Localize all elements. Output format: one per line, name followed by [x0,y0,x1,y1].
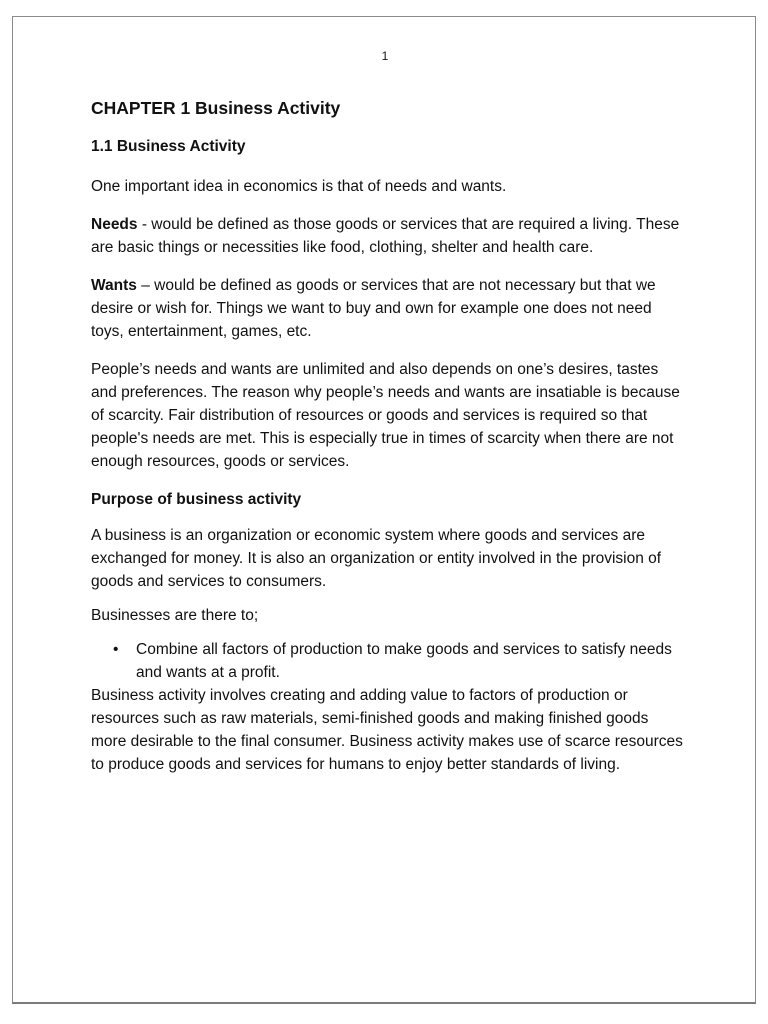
document-page [12,16,756,1004]
purpose-list [91,638,687,684]
page-number: 1 [381,49,389,63]
needs-definition: - would be defined as those goods or services that are required a living. These are basic things or necessities like food, clothing, shelter and health care. [91,216,680,256]
bullet-icon: • [113,641,119,658]
needs-paragraph [91,213,687,259]
business-definition-paragraph: A business is an organization or economic system where goods and services are exchanged for money. It is also an organization or entity involved in the provision of goods and services to consumers. [91,527,662,590]
wants-definition: – would be defined as goods or services that are not necessary but that we desire or wish for. Things we want to buy and own for example one does not need toys, entertainment, games, etc. [91,277,656,340]
wants-term: Wants [91,277,137,294]
page-content [91,97,687,791]
businesses-intro: Businesses are there to; [91,607,259,624]
purpose-heading: Purpose of business activity [91,491,302,508]
list-item-text: Combine all factors of production to make goods and services to satisfy needs and wants at a profit. [136,641,672,681]
chapter-title: CHAPTER 1 Business Activity [91,98,341,118]
scarcity-paragraph: People’s needs and wants are unlimited and also depends on one’s desires, tastes and preferences. The reason why people’s needs and wants are insatiable is because of scarcity. Fair distribution of resources or goods and services is required so that people's needs are met. This is especially true in times of scarcity when there are not enough resources, goods or services. [91,361,680,470]
section-title: 1.1 Business Activity [91,138,246,155]
wants-paragraph [91,274,687,343]
list-item [91,638,687,684]
intro-paragraph: One important idea in economics is that of needs and wants. [91,178,507,195]
closing-paragraph: Business activity involves creating and adding value to factors of production or resources such as raw materials, semi-finished goods and making finished goods more desirable to the final consumer. Business activity makes use of scarce resources to produce goods and services for humans to enjoy better standards of living. [91,687,683,773]
needs-term: Needs [91,216,138,233]
